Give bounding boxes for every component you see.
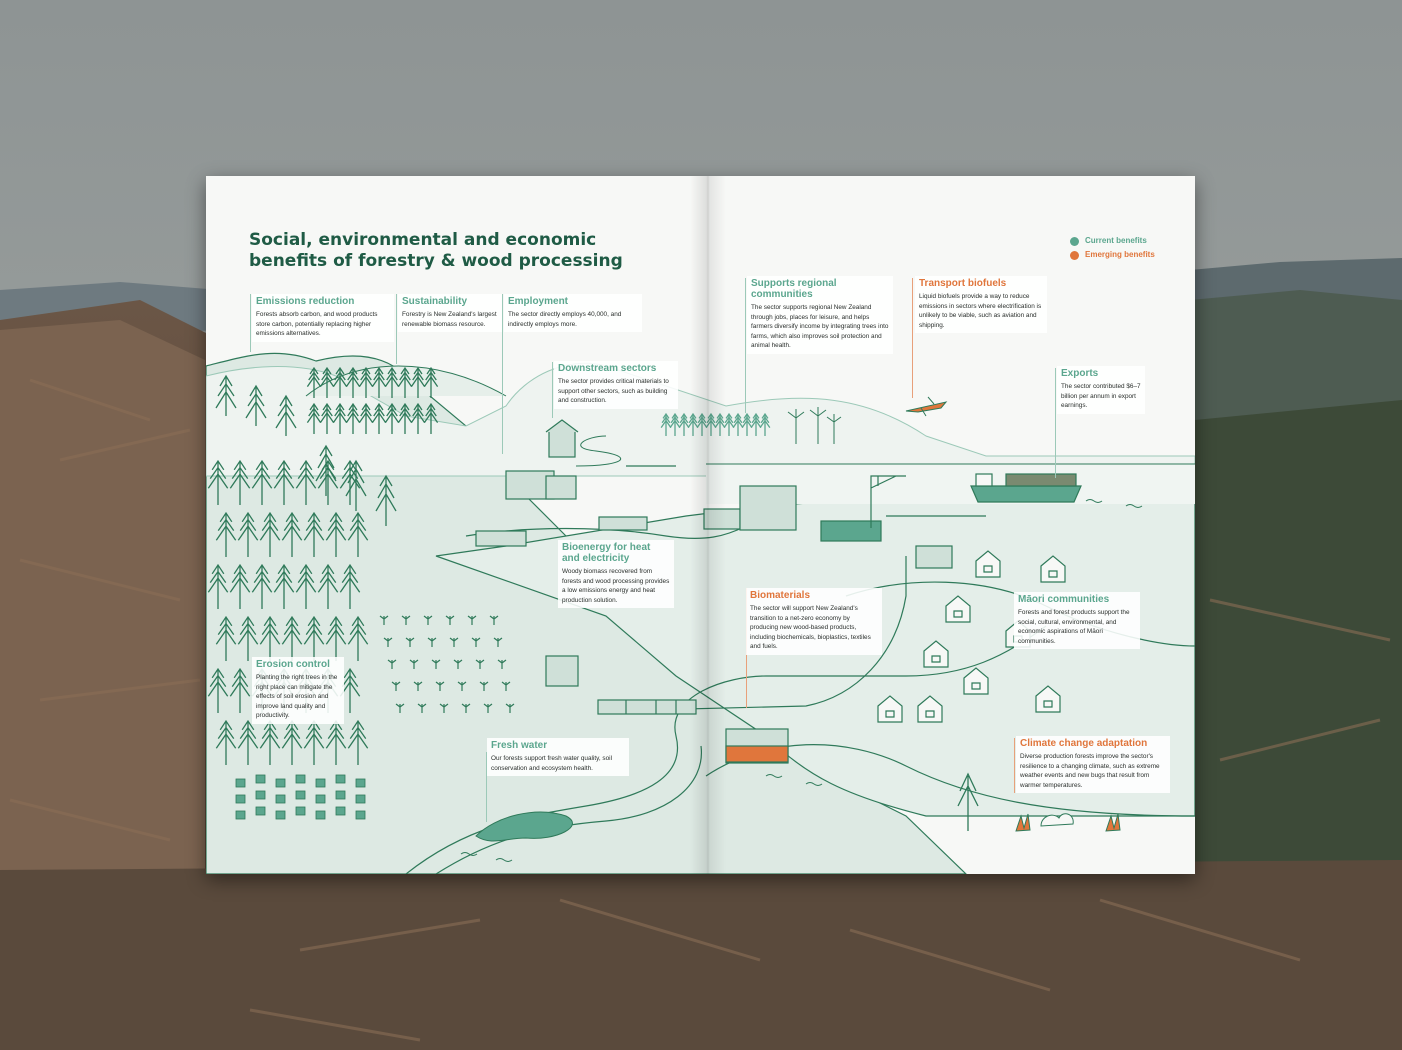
plant-pot-icon <box>356 795 365 803</box>
spread-title: Social, environmental and economic benefits of forestry & wood processing <box>249 230 623 271</box>
emerging-benefit-dot <box>1070 251 1079 260</box>
callout-employment <box>504 294 642 332</box>
plant-pot-icon <box>316 795 325 803</box>
callout-body: The sector contributed $6–7 billion per annum in export earnings. <box>1061 383 1141 410</box>
callout-heading: Erosion control <box>256 659 330 670</box>
plant-pot-icon <box>336 807 345 815</box>
leader-line <box>745 278 746 413</box>
callout-body: The sector provides critical materials to support other sectors, such as building and construction. <box>558 378 669 405</box>
callout-body: Forestry is New Zealand's largest renewable biomass resource. <box>402 311 497 328</box>
callout-regional-communities <box>747 276 893 354</box>
callout-bioenergy <box>558 540 674 608</box>
legend-item-emerging <box>1070 248 1155 262</box>
callout-emissions-reduction <box>252 294 394 342</box>
leader-line <box>1014 738 1015 793</box>
callout-body: Woody biomass recovered from forests and wood processing provides a low emissions energy and heat production solution. <box>562 568 670 604</box>
plant-pot-icon <box>296 775 305 783</box>
plant-pot-icon <box>276 795 285 803</box>
callout-heading: Exports <box>1061 368 1099 379</box>
plant-pot-icon <box>356 779 365 787</box>
callout-heading: Climate change adaptation <box>1020 738 1148 749</box>
legend-item-current <box>1070 234 1155 248</box>
callout-maori-communities <box>1014 592 1140 649</box>
plant-pot-icon <box>296 791 305 799</box>
callout-body: Diverse production forests improve the sector's resilience to a changing climate, such as extreme weather events and new bugs that result from warmer temperatures. <box>1020 753 1160 789</box>
current-benefit-dot <box>1070 237 1079 246</box>
leader-line <box>396 294 397 364</box>
callout-exports <box>1057 366 1145 414</box>
leader-line <box>250 294 251 352</box>
callout-transport-biofuels <box>915 276 1047 333</box>
legend-label-current: Current benefits <box>1085 236 1147 245</box>
callout-heading: Employment <box>508 296 569 307</box>
plant-pot-icon <box>236 779 245 787</box>
plant-pot-icon <box>276 811 285 819</box>
callout-heading: Sustainability <box>402 296 468 307</box>
plant-pot-icon <box>256 775 265 783</box>
callout-body: Our forests support fresh water quality, soil conservation and ecosystem health. <box>491 755 612 772</box>
callout-body: Planting the right trees in the right place can mitigate the effects of soil erosion and improve land quality and productivity. <box>256 674 338 720</box>
callout-heading: Biomaterials <box>750 590 811 601</box>
legend <box>1070 234 1155 262</box>
callout-heading: Māori communities <box>1018 594 1110 605</box>
callout-heading: Supports regional communities <box>751 278 837 300</box>
callout-body: The sector directly employs 40,000, and indirectly employs more. <box>508 311 622 328</box>
plant-pot-icon <box>256 807 265 815</box>
callout-biomaterials <box>746 588 882 655</box>
callout-body: Liquid biofuels provide a way to reduce emissions in sectors where electrification is unlikely to be viable, such as aviation and shipping. <box>919 293 1042 329</box>
plant-pot-icon <box>336 775 345 783</box>
callout-climate-change-adaptation <box>1016 736 1170 793</box>
leader-line <box>1055 368 1056 478</box>
callout-heading: Downstream sectors <box>558 363 657 374</box>
callout-heading: Fresh water <box>491 740 548 751</box>
plant-pot-icon <box>256 791 265 799</box>
callout-sustainability <box>398 294 502 332</box>
plant-pot-icon <box>356 811 365 819</box>
callout-downstream-sectors <box>554 361 678 409</box>
plant-pot-icon <box>336 791 345 799</box>
plant-pot-icon <box>296 807 305 815</box>
plant-pot-icon <box>316 811 325 819</box>
plant-pot-icon <box>276 779 285 787</box>
callout-heading: Bioenergy for heat and electricity <box>562 542 651 564</box>
callout-heading: Transport biofuels <box>919 278 1007 289</box>
callout-fresh-water <box>487 738 629 776</box>
leader-line <box>912 278 913 398</box>
magazine-spread <box>206 176 1195 874</box>
book-gutter <box>690 176 726 874</box>
plant-pot-icon <box>236 811 245 819</box>
legend-label-emerging: Emerging benefits <box>1085 250 1155 259</box>
callout-body: The sector supports regional New Zealand through jobs, places for leisure, and helps farmers diversify income by integrating trees into farms, which also improves soil protection and animal health. <box>751 304 889 350</box>
callout-body: The sector will support New Zealand's transition to a net-zero economy by producing new wood-based products, including biochemicals, bioplastics, textiles and fuels. <box>750 605 871 651</box>
leader-line <box>552 362 553 418</box>
callout-body: Forests and forest products support the social, cultural, environmental, and economic aspirations of Māori communities. <box>1018 609 1130 645</box>
callout-heading: Emissions reduction <box>256 296 355 307</box>
callout-erosion-control <box>252 657 344 724</box>
leader-line <box>502 294 503 454</box>
plant-pot-icon <box>236 795 245 803</box>
callout-body: Forests absorb carbon, and wood products store carbon, potentially replacing higher emissions alternatives. <box>256 311 378 338</box>
plant-pot-icon <box>316 779 325 787</box>
